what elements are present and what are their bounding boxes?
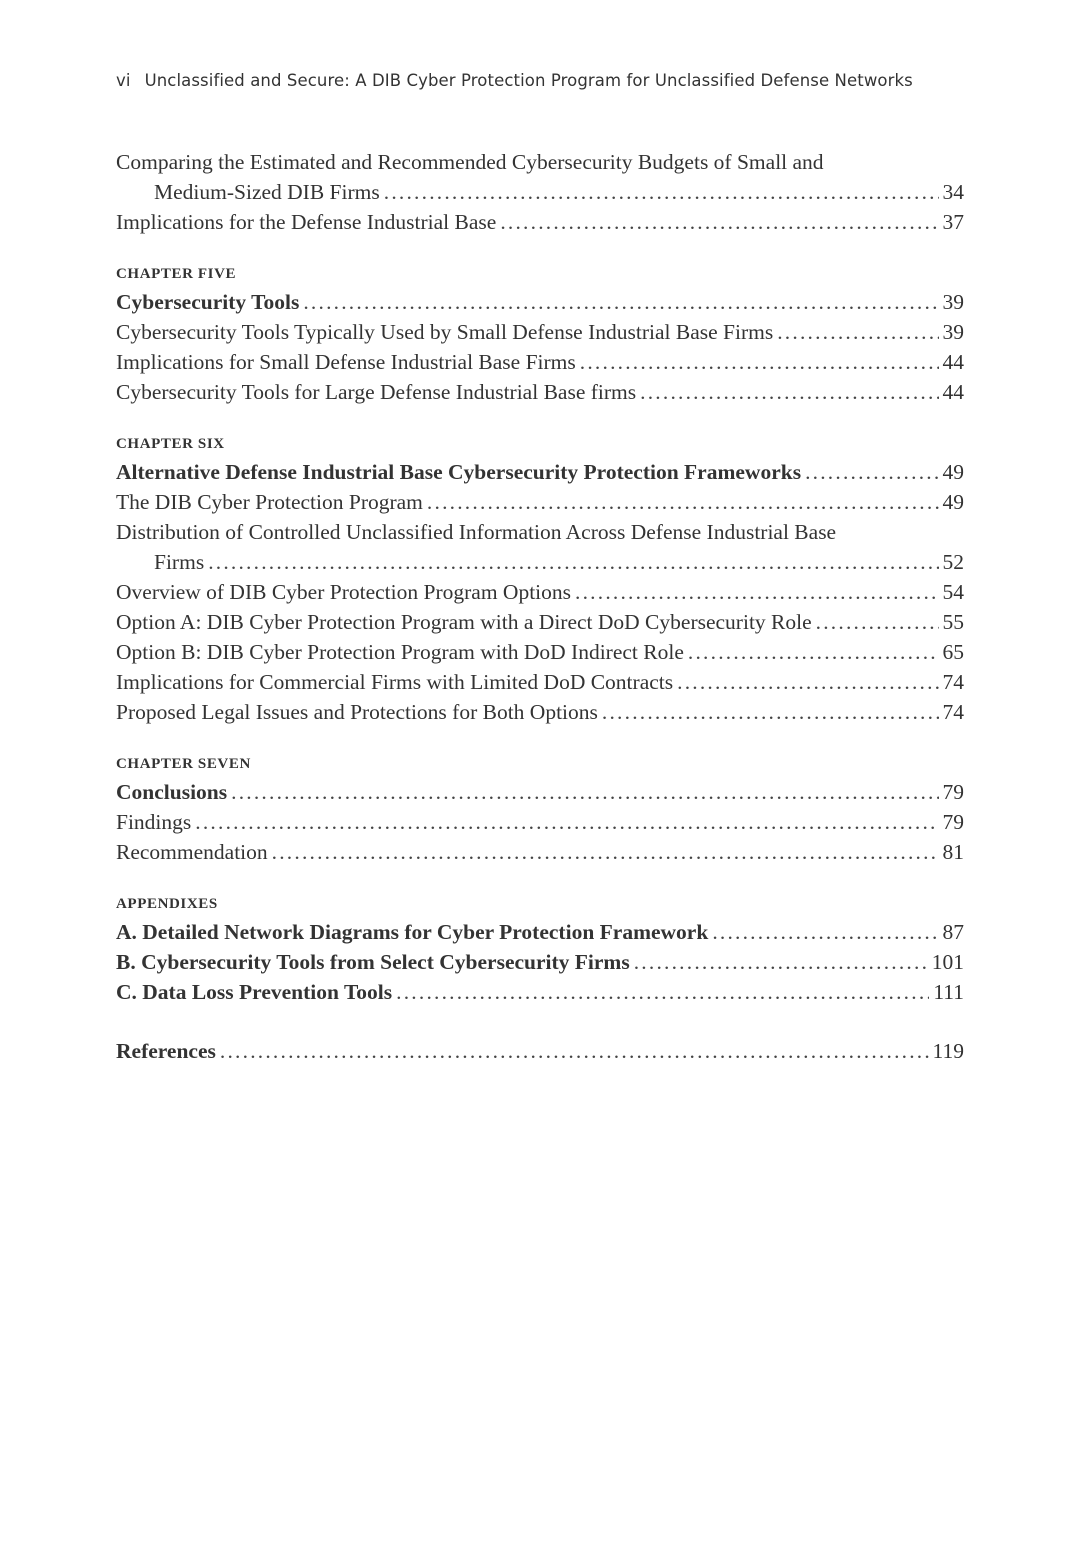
toc-entry[interactable] [116, 637, 964, 667]
page-number: vi [116, 71, 131, 90]
toc-entry-title: Option A: DIB Cyber Protection Program with a Direct DoD Cybersecurity Role [116, 610, 812, 634]
toc-entry[interactable] [116, 697, 964, 727]
toc-entry-title: Comparing the Estimated and Recommended Cybersecurity Budgets of Small and [116, 150, 824, 174]
dot-leader [602, 697, 939, 727]
toc-entry-title: Distribution of Controlled Unclassified Information Across Defense Industrial Base [116, 520, 837, 544]
toc-page-number: 44 [942, 350, 964, 374]
dot-leader [634, 947, 928, 977]
dot-leader [575, 577, 938, 607]
toc-page-number: 74 [942, 670, 964, 694]
toc-page-number: 81 [942, 840, 964, 864]
toc-entry-title: Cybersecurity Tools for Large Defense Industrial Base firms [116, 380, 637, 404]
appendix-title: C. Data Loss Prevention Tools [116, 980, 393, 1004]
dot-leader [500, 207, 938, 237]
toc-page-number: 79 [942, 810, 964, 834]
running-head [116, 71, 913, 90]
toc-entry-title: Implications for the Defense Industrial Base [116, 210, 497, 234]
chapter-title: Alternative Defense Industrial Base Cybersecurity Protection Frameworks [116, 460, 802, 484]
book-title: Unclassified and Secure: A DIB Cyber Protection Program for Unclassified Defense Networks [144, 71, 913, 90]
chapter-title: Conclusions [116, 780, 228, 804]
toc-page-number: 111 [933, 980, 964, 1004]
dot-leader [396, 977, 929, 1007]
toc-page-number: 87 [942, 920, 964, 944]
dot-leader [220, 1036, 929, 1066]
toc-page-number: 65 [942, 640, 964, 664]
toc-page-number: 39 [942, 320, 964, 344]
toc-entry[interactable] [116, 207, 964, 237]
toc-entry-title: Medium-Sized DIB Firms [154, 180, 380, 204]
dot-leader [677, 667, 938, 697]
appendix-title: A. Detailed Network Diagrams for Cyber Protection Framework [116, 920, 709, 944]
dot-leader [805, 457, 938, 487]
dot-leader [231, 777, 938, 807]
toc-page-number: 39 [942, 290, 964, 314]
toc-page-number: 55 [942, 610, 964, 634]
dot-leader [580, 347, 939, 377]
chapter-label: CHAPTER SEVEN [116, 756, 251, 772]
toc-page-number: 52 [942, 550, 964, 574]
chapter-label: CHAPTER SIX [116, 436, 225, 452]
toc-entry[interactable] [116, 347, 964, 377]
toc-entry-title: Findings [116, 810, 192, 834]
toc-entry[interactable] [116, 607, 964, 637]
toc-entry-line[interactable] [116, 147, 964, 177]
dot-leader [195, 807, 938, 837]
toc-entry-title: Recommendation [116, 840, 268, 864]
dot-leader [816, 607, 939, 637]
toc-page-number: 79 [942, 780, 964, 804]
spacer [116, 1007, 964, 1036]
toc-page-number: 74 [942, 700, 964, 724]
dot-leader [272, 837, 939, 867]
dot-leader [777, 317, 938, 347]
toc-entry-title: Cybersecurity Tools Typically Used by Small Defense Industrial Base Firms [116, 320, 774, 344]
toc-entry-title: The DIB Cyber Protection Program [116, 490, 423, 514]
toc-entry[interactable] [116, 547, 964, 577]
toc-entry-title: Proposed Legal Issues and Protections for Both Options [116, 700, 598, 724]
chapter-title-entry[interactable] [116, 457, 964, 487]
toc-entry[interactable] [116, 577, 964, 607]
toc-entry-title: Firms [154, 550, 205, 574]
toc-page-number: 49 [942, 460, 964, 484]
toc-entry[interactable] [116, 667, 964, 697]
toc-entry-title: Overview of DIB Cyber Protection Program Options [116, 580, 572, 604]
toc-page-number: 34 [942, 180, 964, 204]
appendix-entry[interactable] [116, 977, 964, 1007]
toc-entry[interactable] [116, 177, 964, 207]
toc-entry-title: Implications for Commercial Firms with Limited DoD Contracts [116, 670, 674, 694]
dot-leader [384, 177, 939, 207]
toc-page-number: 101 [931, 950, 964, 974]
chapter-title: Cybersecurity Tools [116, 290, 300, 314]
dot-leader [712, 917, 938, 947]
toc-page-number: 44 [942, 380, 964, 404]
dot-leader [208, 547, 938, 577]
appendix-entry[interactable] [116, 917, 964, 947]
toc-entry[interactable] [116, 317, 964, 347]
references-title: References [116, 1039, 216, 1063]
references-entry[interactable] [116, 1036, 964, 1066]
toc-page-number: 54 [942, 580, 964, 604]
toc-entry-line[interactable] [116, 517, 964, 547]
dot-leader [640, 377, 938, 407]
toc-entry-title: Option B: DIB Cyber Protection Program with DoD Indirect Role [116, 640, 684, 664]
chapter-label: CHAPTER FIVE [116, 266, 237, 282]
toc-page-number: 119 [932, 1039, 964, 1063]
dot-leader [427, 487, 939, 517]
appendixes-label: APPENDIXES [116, 896, 218, 912]
toc-entry-title: Implications for Small Defense Industrial Base Firms [116, 350, 576, 374]
appendix-entry[interactable] [116, 947, 964, 977]
toc-page-number: 49 [942, 490, 964, 514]
dot-leader [303, 287, 938, 317]
toc-page-number: 37 [942, 210, 964, 234]
chapter-title-entry[interactable] [116, 287, 964, 317]
appendix-title: B. Cybersecurity Tools from Select Cybersecurity Firms [116, 950, 630, 974]
table-of-contents [116, 147, 964, 1066]
toc-entry[interactable] [116, 837, 964, 867]
toc-entry[interactable] [116, 377, 964, 407]
dot-leader [688, 637, 939, 667]
chapter-title-entry[interactable] [116, 777, 964, 807]
toc-entry[interactable] [116, 807, 964, 837]
toc-entry[interactable] [116, 487, 964, 517]
